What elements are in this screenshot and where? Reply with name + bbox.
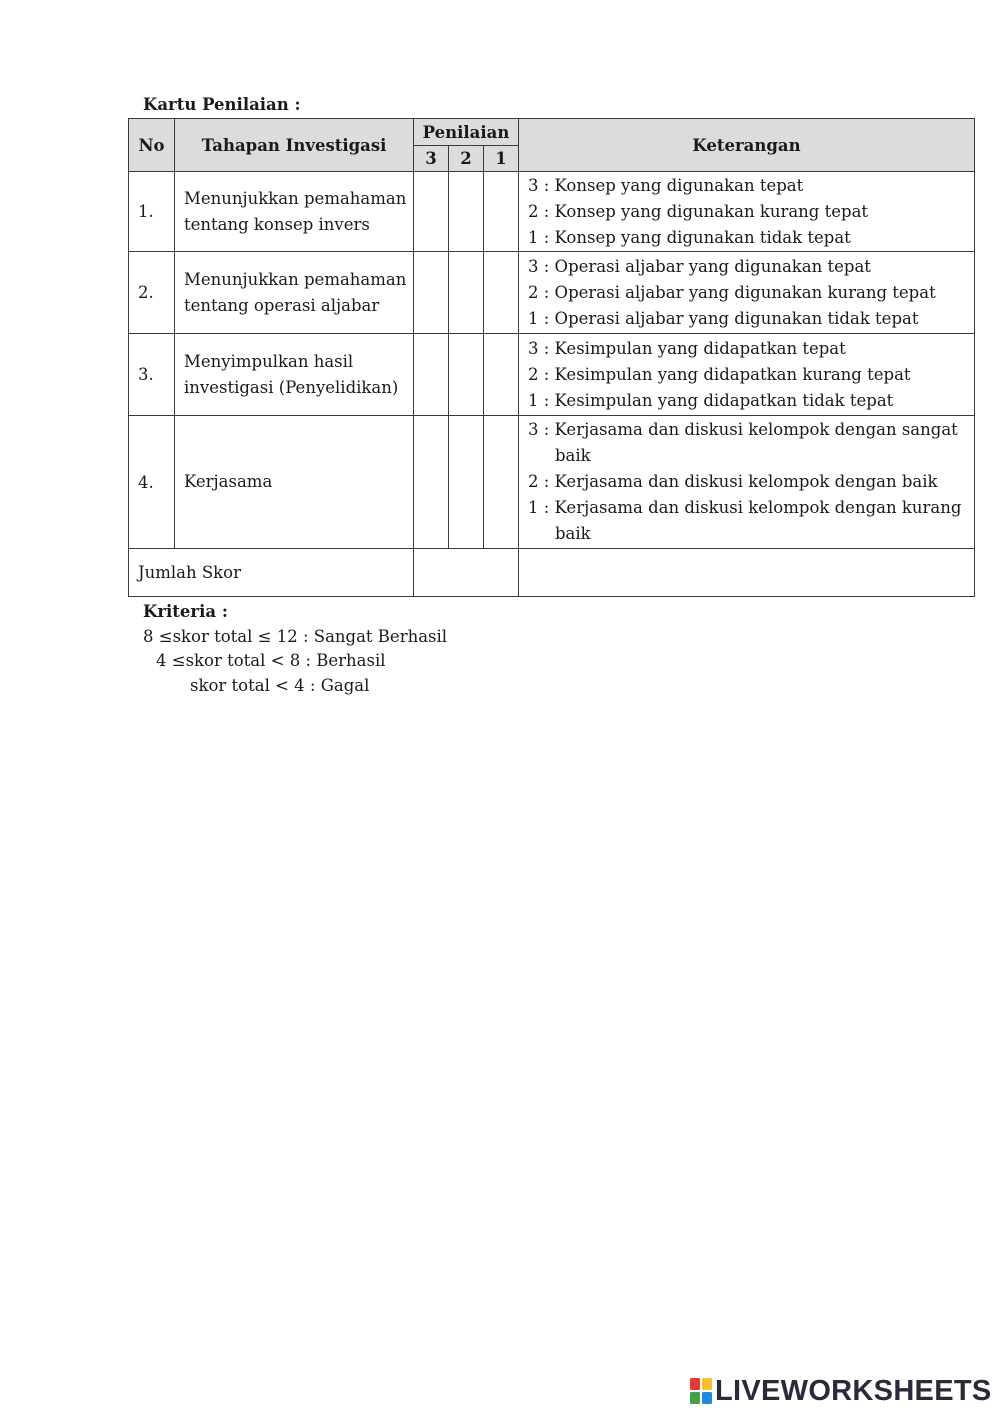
row-tahapan: Kerjasama (175, 416, 414, 549)
row-tahapan: Menunjukkan pemahaman tentang konsep invers (175, 172, 414, 252)
keterangan-line: 1 : Kesimpulan yang didapatkan tidak tepat (528, 390, 894, 410)
row-number: 1. (129, 172, 175, 252)
table-row (129, 252, 975, 334)
header-tahapan: Tahapan Investigasi (175, 119, 414, 172)
criteria-line: 4 ≤skor total < 8 : Berhasil (156, 651, 386, 670)
keterangan-line: 1 : Kerjasama dan diskusi kelompok dengan kurang baik (528, 498, 962, 543)
assessment-table (128, 118, 975, 597)
row-tahapan: Menyimpulkan hasil investigasi (Penyelidikan) (175, 334, 414, 416)
criteria-line: 8 ≤skor total ≤ 12 : Sangat Berhasil (143, 626, 448, 646)
criteria-line: skor total < 4 : Gagal (190, 675, 370, 695)
keterangan-line: 3 : Kerjasama dan diskusi kelompok dengan sangat baik (528, 420, 958, 465)
score-cell-3[interactable] (414, 172, 449, 252)
row-number: 4. (129, 416, 175, 549)
table-row (129, 172, 975, 252)
liveworksheets-logo-icon (690, 1378, 712, 1404)
criteria-block (143, 600, 447, 698)
score-cell-3[interactable] (414, 416, 449, 549)
row-keterangan (519, 172, 975, 252)
score-cell-1[interactable] (484, 172, 519, 252)
keterangan-line: 3 : Operasi aljabar yang digunakan tepat (528, 256, 871, 276)
score-cell-1[interactable] (484, 334, 519, 416)
row-tahapan: Menunjukkan pemahaman tentang operasi aljabar (175, 252, 414, 334)
brand-text: LIVEWORKSHEETS (715, 1374, 992, 1407)
keterangan-line: 2 : Kesimpulan yang didapatkan kurang tepat (528, 364, 911, 384)
keterangan-line: 1 : Konsep yang digunakan tidak tepat (528, 227, 851, 247)
liveworksheets-logo[interactable] (690, 1374, 992, 1408)
keterangan-line: 2 : Operasi aljabar yang digunakan kurang tepat (528, 282, 936, 302)
header-no: No (129, 119, 175, 172)
score-cell-1[interactable] (484, 252, 519, 334)
score-cell-3[interactable] (414, 252, 449, 334)
total-label: Jumlah Skor (129, 549, 414, 597)
score-cell-2[interactable] (449, 334, 484, 416)
row-keterangan (519, 416, 975, 549)
keterangan-line: 2 : Kerjasama dan diskusi kelompok dengan baik (528, 472, 938, 491)
row-number: 3. (129, 334, 175, 416)
row-number: 2. (129, 252, 175, 334)
table-row (129, 416, 975, 549)
header-score-2: 2 (449, 146, 484, 172)
total-row (129, 549, 975, 597)
card-title: Kartu Penilaian : (143, 95, 301, 114)
keterangan-line: 2 : Konsep yang digunakan kurang tepat (528, 201, 869, 221)
score-cell-2[interactable] (449, 172, 484, 252)
criteria-heading: Kriteria : (143, 602, 228, 621)
row-keterangan (519, 334, 975, 416)
row-keterangan (519, 252, 975, 334)
total-score-cell[interactable] (414, 549, 519, 597)
total-keterangan-cell (519, 549, 975, 597)
header-penilaian: Penilaian (414, 119, 519, 146)
header-score-3: 3 (414, 146, 449, 172)
score-cell-1[interactable] (484, 416, 519, 549)
header-keterangan: Keterangan (519, 119, 975, 172)
keterangan-line: 3 : Konsep yang digunakan tepat (528, 175, 804, 195)
score-cell-2[interactable] (449, 252, 484, 334)
table-row (129, 334, 975, 416)
score-cell-3[interactable] (414, 334, 449, 416)
header-score-1: 1 (484, 146, 519, 172)
keterangan-line: 1 : Operasi aljabar yang digunakan tidak tepat (528, 308, 919, 328)
keterangan-line: 3 : Kesimpulan yang didapatkan tepat (528, 338, 846, 358)
score-cell-2[interactable] (449, 416, 484, 549)
